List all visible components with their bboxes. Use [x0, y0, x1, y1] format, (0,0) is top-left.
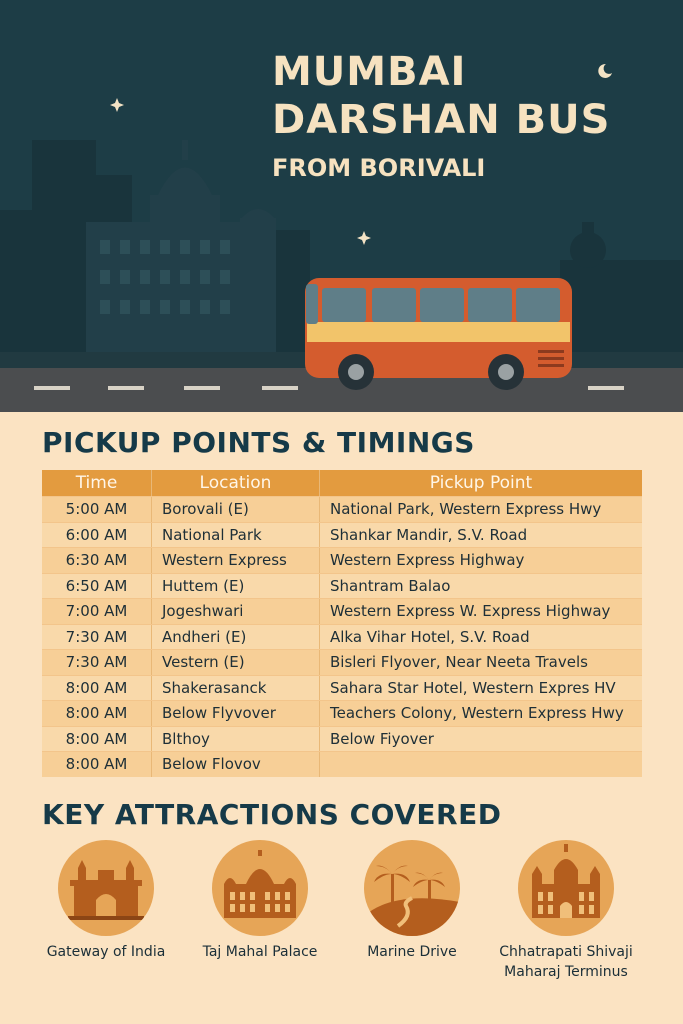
title-line-1: MUMBAI — [272, 49, 467, 95]
hero-banner — [0, 0, 683, 412]
cell-pickup-point: Teachers Colony, Western Express Hwy — [330, 704, 624, 723]
cell-time: 8:00 AM — [42, 727, 152, 752]
column-header-location: Location — [152, 470, 320, 496]
cell-location: Western Express — [152, 548, 320, 573]
attraction-taj-mahal-palace — [185, 840, 335, 962]
cell-time: 6:50 AM — [42, 574, 152, 599]
title-line-2: DARSHAN BUS — [272, 97, 611, 143]
attraction-label — [491, 942, 641, 982]
cell-location: Borovali (E) — [152, 497, 320, 522]
gateway-of-india-icon — [58, 840, 154, 936]
table-row — [42, 624, 642, 650]
marine-drive-icon — [364, 840, 460, 936]
star-icon — [357, 231, 371, 245]
cell-location: Below Flovov — [152, 752, 320, 777]
cell-time: 8:00 AM — [42, 701, 152, 726]
cell-location: National Park — [152, 523, 320, 548]
cell-time: 5:00 AM — [42, 497, 152, 522]
page-title — [272, 48, 610, 186]
cell-location: Huttem (E) — [152, 574, 320, 599]
attractions-heading: KEY ATTRACTIONS COVERED — [42, 798, 502, 831]
star-icon — [110, 98, 124, 112]
table-row — [42, 726, 642, 752]
table-row — [42, 496, 642, 522]
cell-pickup-point: Western Express W. Express Highway — [330, 602, 611, 621]
cell-pickup-point: National Park, Western Express Hwy — [330, 500, 602, 519]
column-header-pickup-point: Pickup Point — [429, 473, 533, 493]
attraction-label-line-2: Maharaj Terminus — [504, 964, 628, 980]
taj-mahal-palace-icon — [212, 840, 308, 936]
cell-pickup-point — [320, 752, 642, 777]
cell-time: 7:30 AM — [42, 650, 152, 675]
table-row — [42, 573, 642, 599]
attraction-label: Marine Drive — [367, 944, 457, 960]
cell-pickup-point: Western Express Highway — [330, 551, 525, 570]
table-row — [42, 649, 642, 675]
cell-time: 6:00 AM — [42, 523, 152, 548]
cell-location: Vestern (E) — [152, 650, 320, 675]
pickup-heading: PICKUP POINTS & TIMINGS — [42, 426, 475, 459]
table-row — [42, 751, 642, 777]
cell-pickup-point: Below Fiyover — [330, 729, 434, 748]
cell-time: 7:00 AM — [42, 599, 152, 624]
attraction-label-line-1: Chhatrapati Shivaji — [499, 944, 633, 960]
attraction-gateway-of-india — [31, 840, 181, 962]
cell-location: Blthoy — [152, 727, 320, 752]
cell-location: Andheri (E) — [152, 625, 320, 650]
cell-location: Shakerasanck — [152, 676, 320, 701]
table-row — [42, 598, 642, 624]
cell-time: 8:00 AM — [42, 752, 152, 777]
title-subtitle: FROM BORIVALI — [272, 154, 486, 182]
table-row — [42, 700, 642, 726]
table-row — [42, 547, 642, 573]
cst-terminus-icon — [518, 840, 614, 936]
cell-time: 7:30 AM — [42, 625, 152, 650]
attraction-label: Taj Mahal Palace — [202, 944, 318, 960]
cell-pickup-point: Alka Vihar Hotel, S.V. Road — [330, 627, 530, 646]
bus-icon — [305, 278, 572, 390]
attraction-label: Gateway of India — [46, 944, 166, 960]
cell-pickup-point: Sahara Star Hotel, Western Expres HV — [330, 678, 616, 697]
cell-location: Jogeshwari — [152, 599, 320, 624]
attraction-cst — [491, 840, 641, 982]
cell-pickup-point: Bisleri Flyover, Near Neeta Travels — [330, 653, 588, 672]
table-row — [42, 522, 642, 548]
table-header — [42, 470, 642, 496]
cell-pickup-point: Shankar Mandir, S.V. Road — [330, 525, 528, 544]
attraction-marine-drive — [337, 840, 487, 962]
cell-time: 8:00 AM — [42, 676, 152, 701]
cell-time: 6:30 AM — [42, 548, 152, 573]
pickup-table — [42, 470, 642, 777]
table-row — [42, 675, 642, 701]
cell-location: Below Flyvover — [152, 701, 320, 726]
cell-pickup-point: Shantram Balao — [330, 576, 451, 595]
column-header-time: Time — [42, 470, 152, 496]
